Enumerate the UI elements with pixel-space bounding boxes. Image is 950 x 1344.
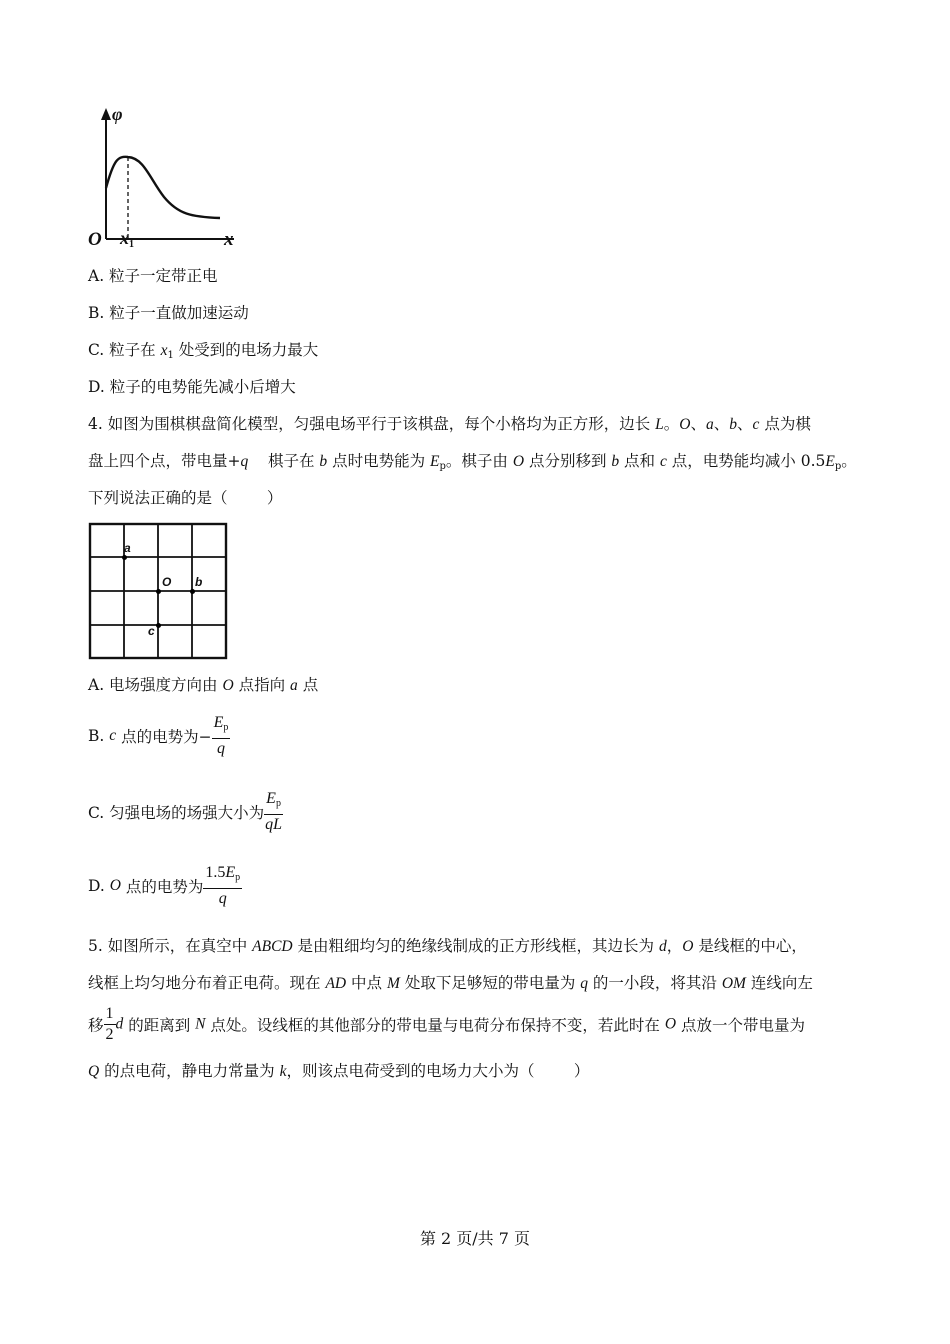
frac-d: $\frac{1.5E_p}{q}$	[205, 864, 241, 907]
board-point-a	[122, 555, 127, 560]
board-point-b	[190, 589, 195, 594]
frac-half: $\frac{1}{2}$	[105, 1005, 114, 1043]
q4-option-a: A. 电场强度方向由 O 点指向 a 点	[88, 676, 319, 694]
potential-curve	[106, 157, 220, 218]
board-label-b: b	[195, 575, 203, 589]
graph-origin-label: O	[88, 229, 102, 250]
y-axis-arrow	[101, 108, 111, 120]
q5-line2: 线框上均匀地分布着正电荷。现在 AD 中点 M 处取下足够短的带电量为 q 的一小段，将其沿 OM 连线向左	[88, 974, 813, 992]
q3-option-b: B. 粒子一直做加速运动	[88, 304, 249, 322]
q4-option-d: D. O 点的电势为 $\frac{1.5E_p}{q}$	[88, 864, 241, 907]
board-point-o	[156, 589, 161, 594]
q4-option-b: B. c 点的电势为− $\frac{E_p}{q}$	[88, 714, 229, 757]
frac-b: $\frac{E_p}{q}$	[213, 714, 229, 757]
q3-option-c: C. 粒子在 $x_1$ 处受到的电场力最大	[88, 341, 319, 361]
board-label-o: O	[162, 575, 172, 589]
graph-x1-label: $x_1$	[120, 228, 134, 250]
graph-y-label: φ	[112, 104, 123, 124]
board-label-a: a	[124, 541, 131, 555]
q4-stem-line1: 4. 如图为围棋棋盘简化模型，匀强电场平行于该棋盘，每个小格均为正方形，边长 L。O、a、b、c 点为棋	[88, 415, 811, 433]
q5-line1: 5. 如图所示，在真空中 ABCD 是由粗细均匀的绝缘线制成的正方形线框，其边长为 d，O 是线框的中心，	[88, 937, 807, 955]
board-label-c: c	[148, 624, 155, 638]
potential-graph	[86, 104, 246, 254]
q3-option-d: D. 粒子的电势能先减小后增大	[88, 378, 296, 396]
q4-stem-line2: 盘上四个点，带电量+q 棋子在 b 点时电势能为 $E_p$。棋子由 O 点分别移到 b 点和 c 点，电势能均减小 $0.5E_p$。	[88, 452, 857, 472]
q4-option-c: C. 匀强电场的场强大小为 $\frac{E_p}{qL}$	[88, 790, 283, 833]
graph-x-label: x	[224, 229, 234, 250]
board-point-c	[156, 623, 161, 628]
q3-option-a: A. 粒子一定带正电	[88, 267, 218, 285]
q5-line4: Q 的点电荷，静电力常量为 k，则该点电荷受到的电场力大小为（ ）	[88, 1062, 590, 1080]
q4-stem-line3: 下列说法正确的是（ ）	[88, 489, 283, 507]
q5-line3: 移 $\frac{1}{2}$ d 的距离到 N 点处。设线框的其他部分的带电量与电荷分布保持不变，若此时在 O 点放一个带电量为	[88, 1005, 805, 1043]
page-footer: 第 2 页/共 7 页	[419, 1229, 531, 1248]
frac-c: $\frac{E_p}{qL}$	[265, 790, 283, 833]
